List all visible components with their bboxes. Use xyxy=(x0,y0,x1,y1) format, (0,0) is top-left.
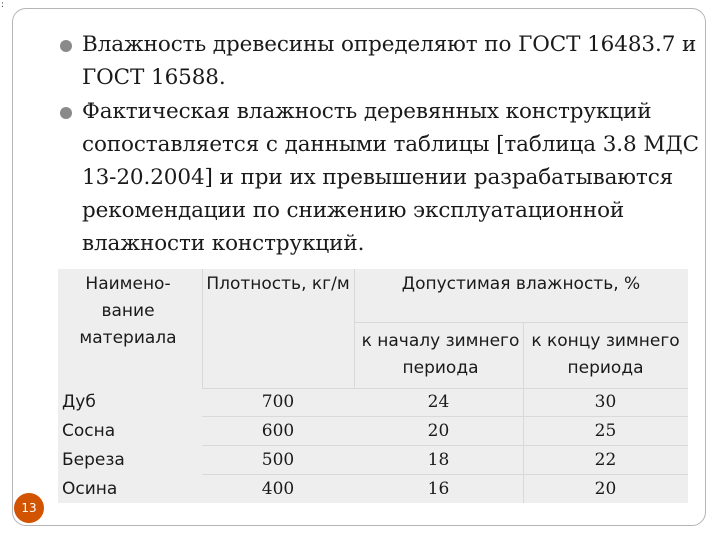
winter-start-column xyxy=(354,388,523,504)
bullet-dot-icon xyxy=(60,40,72,52)
table-cell-density: 500 xyxy=(261,450,295,470)
table-cell-density: 700 xyxy=(261,392,295,412)
material-column xyxy=(58,388,202,504)
bullet-dot-icon xyxy=(60,107,72,119)
table-cell-start: 24 xyxy=(427,392,450,412)
table-cell-material: Береза xyxy=(62,450,125,470)
table-cell-material: Осина xyxy=(62,479,118,499)
header-winter-end: к концу зимнего периода xyxy=(531,331,680,378)
table-cell-material: Дуб xyxy=(62,392,96,412)
bullet-text: Влажность древесины определяют по ГОСТ 16483.7 и ГОСТ 16588. xyxy=(82,32,697,90)
table-cell-density: 400 xyxy=(261,479,295,499)
bullet-list xyxy=(60,28,700,260)
header-winter-start: к началу зимнего периода xyxy=(361,331,520,378)
table-cell-end: 25 xyxy=(594,421,617,441)
header-material: Наимено-вание материала xyxy=(79,274,177,348)
page-number-badge: 13 xyxy=(14,493,44,523)
table-cell-start: 16 xyxy=(427,479,450,499)
table-cell-end: 22 xyxy=(594,450,617,470)
winter-end-column xyxy=(523,388,688,504)
moisture-table xyxy=(58,269,688,503)
bullet-item-gost xyxy=(60,28,700,94)
bullet-text: Фактическая влажность деревянных конструкций сопоставляется с данными таблицы [таблица 3.8 МДС 13-20.2004] и при их превышении разрабатываются рекомендации по снижению эксплуатационной влажности конструкций. xyxy=(82,99,699,256)
table-cell-density: 600 xyxy=(261,421,295,441)
density-column xyxy=(202,388,354,504)
table-cell-end: 20 xyxy=(594,479,617,499)
corner-mark: : xyxy=(1,0,5,10)
header-moisture: Допустимая влажность, % xyxy=(401,274,641,294)
table-cell-material: Сосна xyxy=(62,421,116,441)
table-cell-end: 30 xyxy=(594,392,617,412)
bullet-item-actual-moisture xyxy=(60,95,700,260)
table-cell-start: 18 xyxy=(427,450,450,470)
table-divider xyxy=(354,322,688,323)
header-density: Плотность, кг/м xyxy=(206,274,350,294)
table-cell-start: 20 xyxy=(427,421,450,441)
